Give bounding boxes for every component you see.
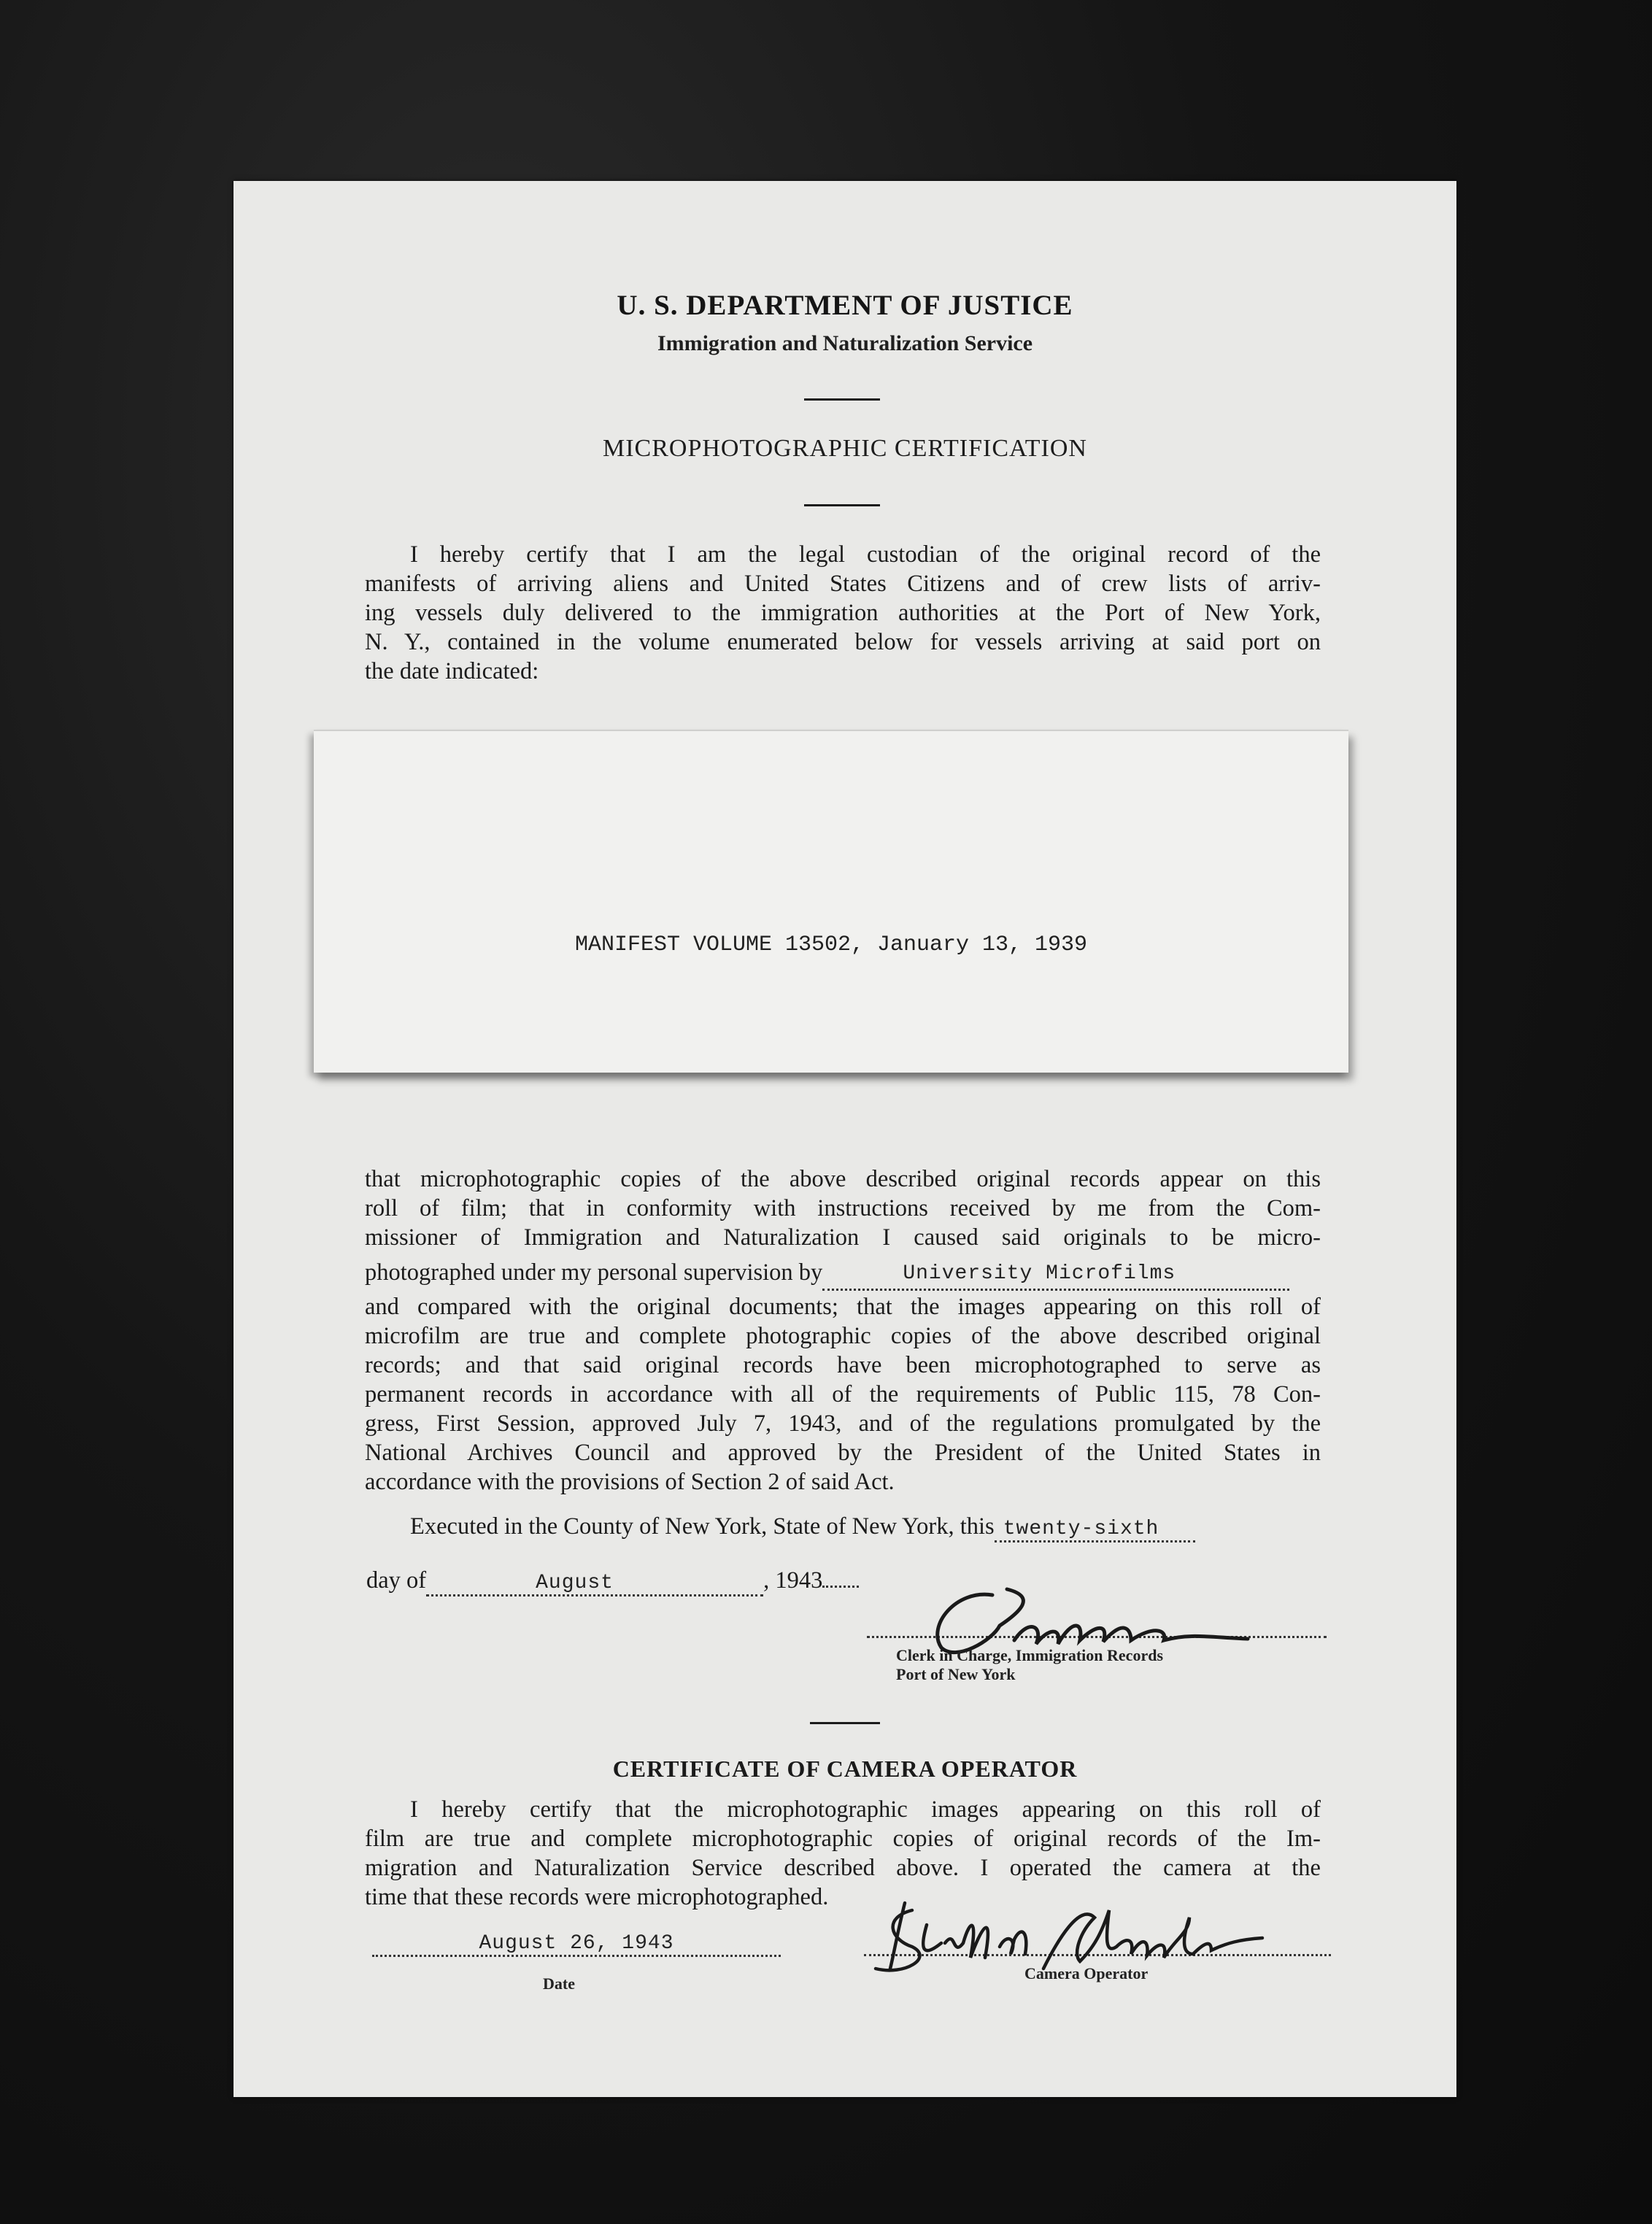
executed-month-field [426, 1567, 763, 1596]
paragraph-line: film are true and complete microphotographic copies of original records of the Im- [365, 1826, 1321, 1852]
paragraph-line: National Archives Council and approved by the President of the United States in [365, 1440, 1321, 1466]
paragraph-line: roll of film; that in conformity with instructions received by me from the Com- [365, 1195, 1321, 1221]
body-paragraph [365, 1165, 1321, 1497]
paragraph-line: that microphotographic copies of the above described original records appear on this [365, 1166, 1321, 1192]
paragraph-line: migration and Naturalization Service described above. I operated the camera at the [365, 1855, 1321, 1881]
divider [804, 504, 880, 506]
executed-day: twenty-sixth [1003, 1518, 1159, 1540]
day-of-line [366, 1567, 859, 1596]
certificate-page [233, 181, 1456, 2097]
paragraph-line: accordance with the provisions of Section 2 of said Act. [365, 1469, 895, 1495]
paragraph-line: the date indicated: [365, 658, 539, 684]
paragraph-line: N. Y., contained in the volume enumerated below for vessels arriving at said port on [365, 629, 1321, 655]
clerk-title [896, 1646, 1163, 1684]
date-label: Date [543, 1974, 575, 1993]
executed-line [410, 1513, 1195, 1542]
supervisor-field [822, 1256, 1289, 1291]
day-of-label: day of [366, 1567, 427, 1594]
camera-certificate-heading: CERTIFICATE OF CAMERA OPERATOR [612, 1756, 1078, 1782]
divider [810, 1722, 880, 1724]
manifest-slip [314, 730, 1348, 1073]
executed-year: , 1943 [763, 1567, 823, 1594]
clerk-title-line: Clerk in Charge, Immigration Records [896, 1646, 1164, 1664]
year-dots [822, 1586, 859, 1588]
paragraph-line: manifests of arriving aliens and United States Citizens and of crew lists of arriv- [365, 571, 1321, 597]
paragraph-line: missioner of Immigration and Naturalization I caused said originals to be micro- [365, 1224, 1321, 1251]
divider [804, 398, 880, 401]
manifest-volume-text: MANIFEST VOLUME 13502, January 13, 1939 [574, 933, 1088, 957]
paragraph-line: records; and that said original records have been microphotographed to serve as [365, 1352, 1321, 1378]
supervision-prefix: photographed under my personal supervision by [365, 1259, 823, 1286]
paragraph-line: permanent records in accordance with all of the requirements of Public 115, 78 Con- [365, 1381, 1321, 1408]
paragraph-line: time that these records were microphotographed. [365, 1884, 829, 1910]
department-heading: U. S. DEPARTMENT OF JUSTICE [617, 290, 1073, 321]
supervisor-name: University Microfilms [903, 1262, 1176, 1285]
paragraph-line: I hereby certify that I am the legal custodian of the original record of the [410, 541, 1321, 568]
intro-paragraph [365, 540, 1321, 686]
executed-prefix: Executed in the County of New York, State of New York, this [410, 1513, 995, 1540]
paragraph-line: gress, First Session, approved July 7, 1943, and of the regulations promulgated by the [365, 1410, 1321, 1437]
certification-title: MICROPHOTOGRAPHIC CERTIFICATION [602, 435, 1087, 462]
paragraph-line: I hereby certify that the microphotographic images appearing on this roll of [410, 1796, 1321, 1823]
paragraph-line: and compared with the original documents; that the images appearing on this roll of [365, 1294, 1321, 1320]
camera-date-field [372, 1932, 781, 1957]
paragraph-line: ing vessels duly delivered to the immigration authorities at the Port of New York, [365, 600, 1321, 626]
executed-month: August [536, 1572, 614, 1594]
paragraph-line: microfilm are true and complete photographic copies of the above described original [365, 1323, 1321, 1349]
operator-label: Camera Operator [1024, 1964, 1149, 1982]
camera-date: August 26, 1943 [479, 1932, 674, 1955]
supervision-line [365, 1258, 1321, 1292]
clerk-title-line: Port of New York [896, 1665, 1016, 1683]
executed-day-field [995, 1513, 1195, 1542]
service-subheading: Immigration and Naturalization Service [657, 331, 1033, 355]
